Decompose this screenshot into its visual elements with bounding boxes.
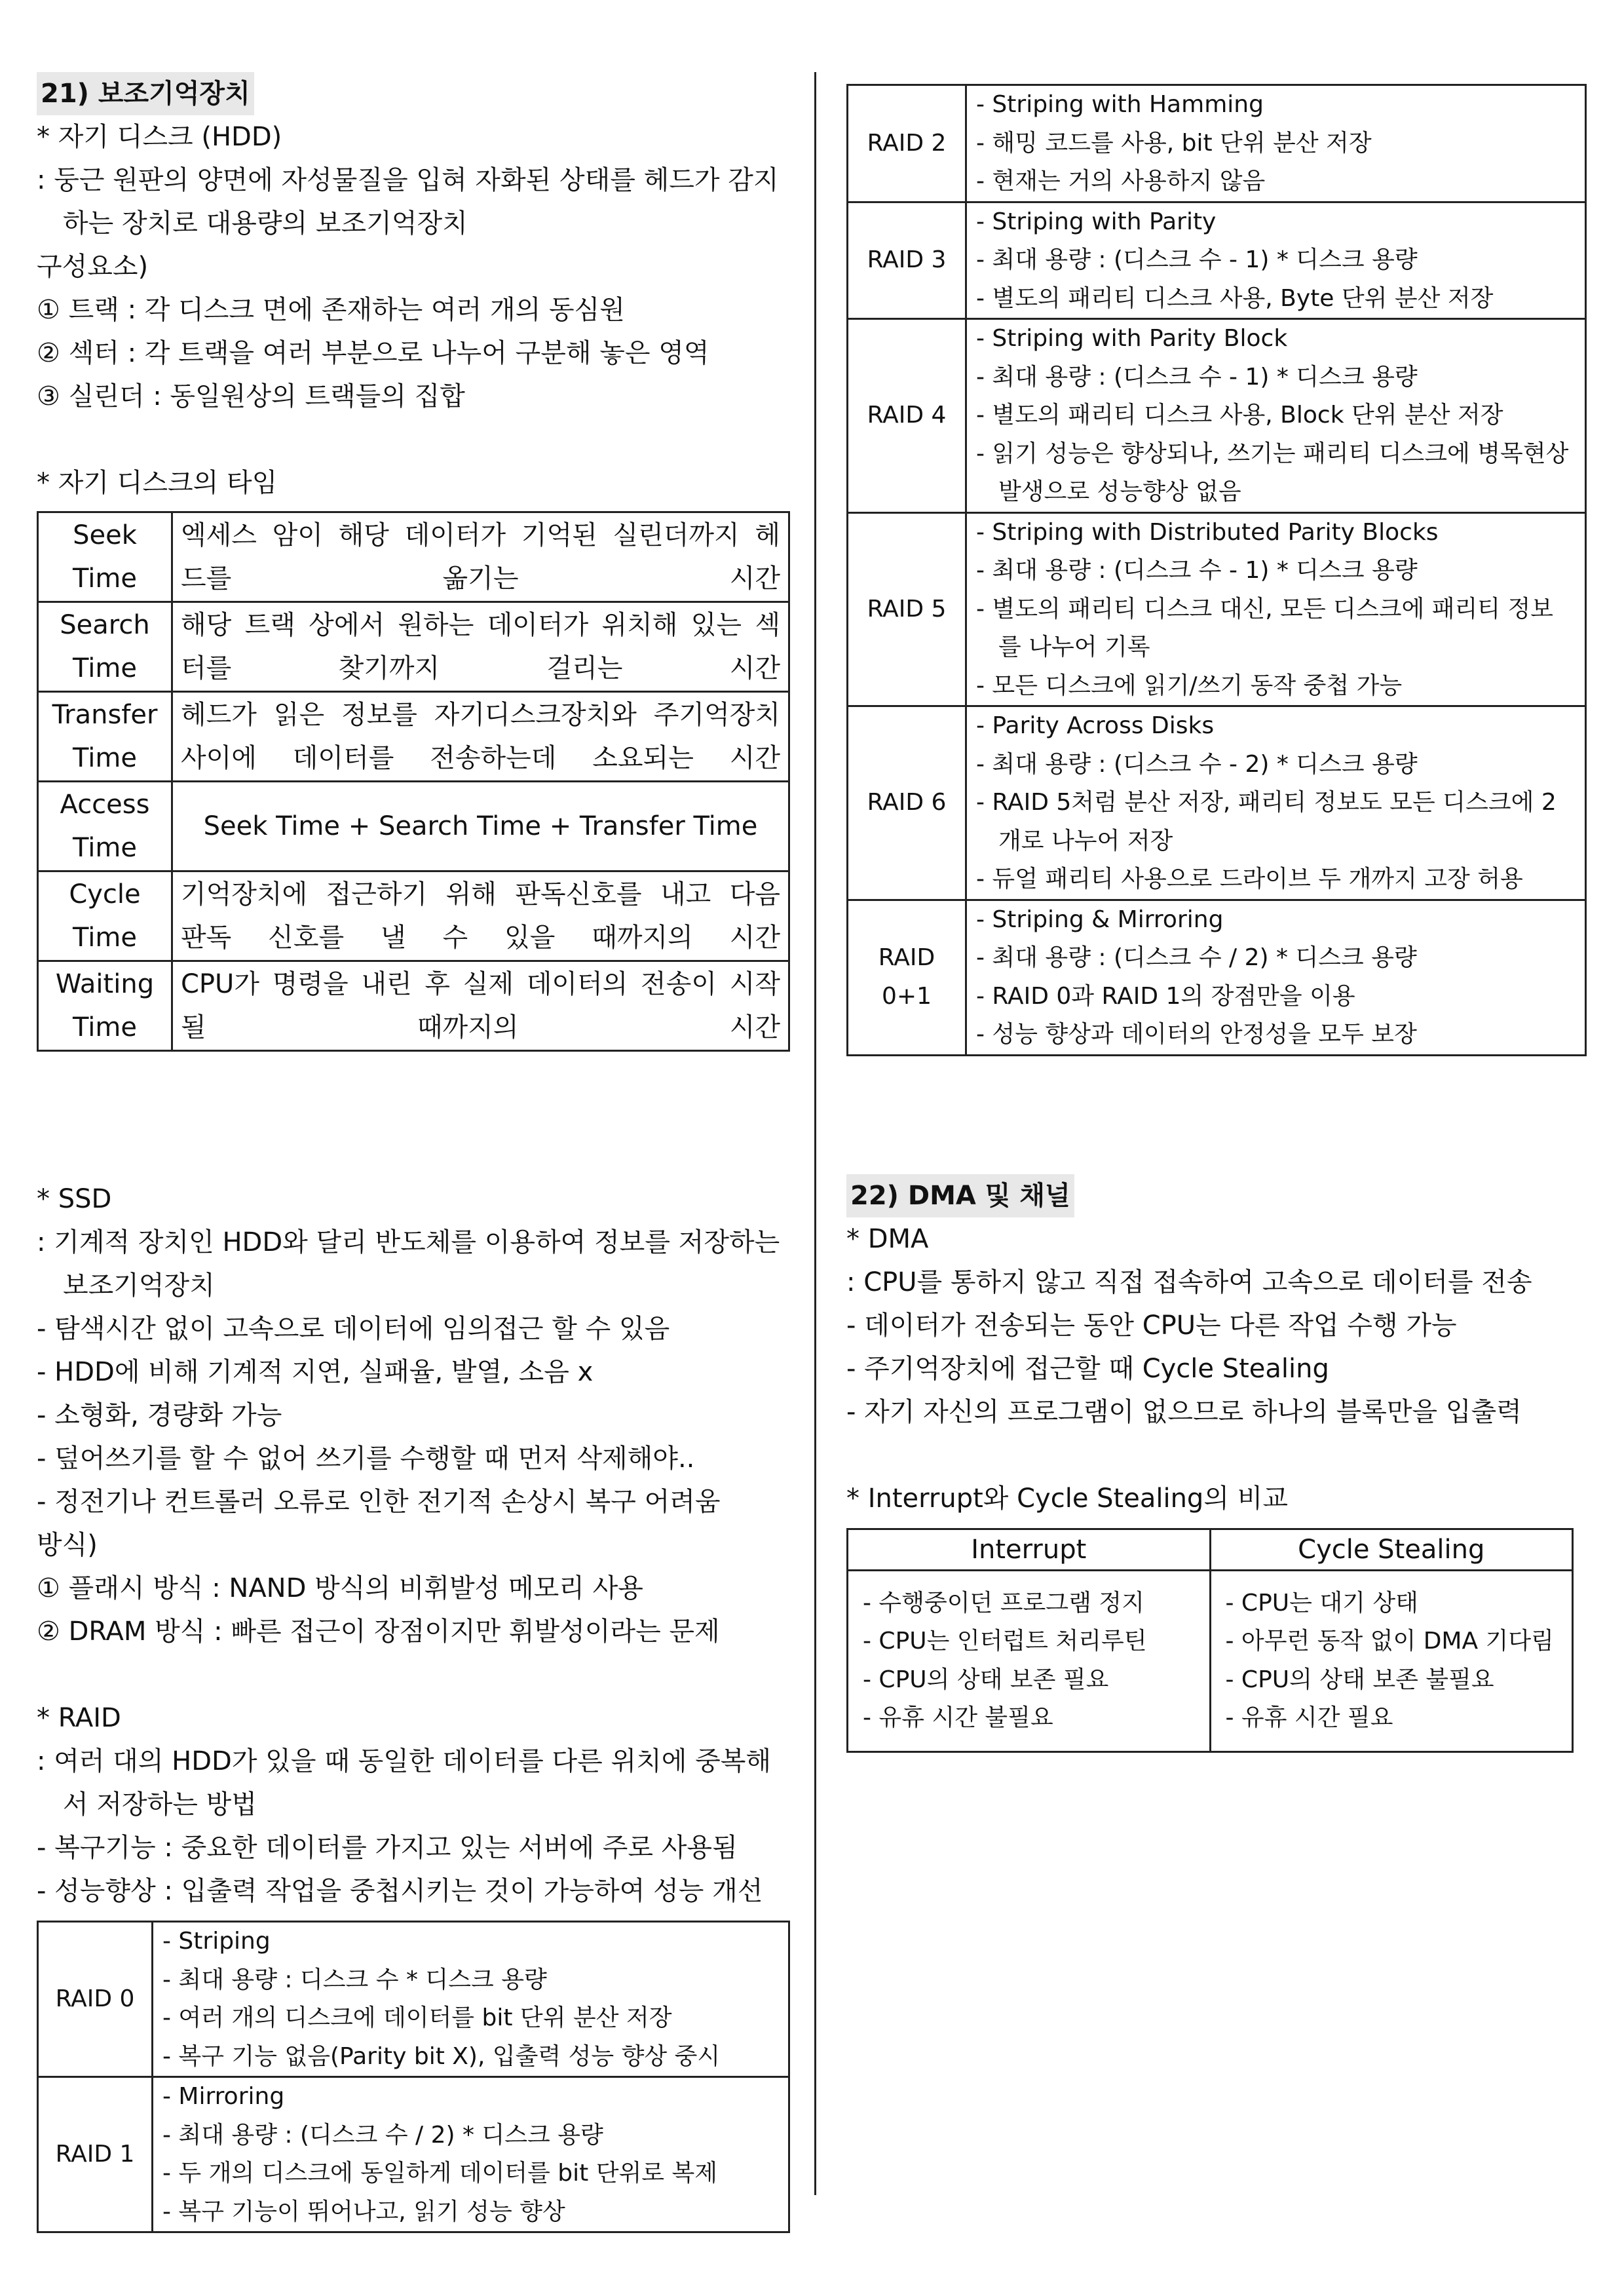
timing-term-line: Time [73, 564, 137, 594]
timing-term-line: Time [73, 923, 137, 953]
timing-term [38, 692, 172, 782]
raid-row [848, 900, 1586, 1055]
timing-definition-line: 엑세스 암이 해당 데이터가 기억된 실린더까지 헤 [181, 520, 780, 550]
raid-description-line: - Mirroring [162, 2083, 285, 2110]
timing-row [38, 692, 789, 782]
timing-definition [172, 602, 789, 692]
timing-term [38, 512, 172, 602]
raid-description-line: - RAID 5처럼 분산 저장, 패리티 정보도 모든 디스크에 2개로 나누어 저장 [976, 789, 1557, 854]
dma-heading: * DMA [846, 1223, 929, 1254]
raid-table-right [846, 84, 1587, 1056]
ssd-method-flash: ① 플래시 방식 : NAND 방식의 비휘발성 메모리 사용 [37, 1573, 643, 1603]
timing-row [38, 782, 789, 871]
raid-row [848, 512, 1586, 706]
timing-definition [172, 871, 789, 961]
raid-description [966, 85, 1586, 202]
raid-level-label: RAID 6 [867, 789, 947, 816]
compare-line: - 아무런 동작 없이 DMA 기다림 [1225, 1628, 1554, 1655]
raid-level [848, 319, 966, 513]
raid-description [966, 202, 1586, 319]
raid-description-line: - Striping with Distributed Parity Blocks [976, 518, 1439, 546]
timing-row [38, 602, 789, 692]
raid-description [966, 319, 1586, 513]
compare-cycle-stealing-cell [1210, 1570, 1573, 1751]
timing-term [38, 602, 172, 692]
raid-description-line: - 모든 디스크에 읽기/쓰기 동작 중첩 가능 [976, 672, 1403, 699]
timing-definition-line: 해당 트랙 상에서 원하는 데이터가 위치해 있는 섹 [181, 610, 780, 640]
raid-level-label: 0+1 [882, 982, 932, 1010]
timing-term-line: Time [73, 743, 137, 773]
raid-description-line: - 별도의 패리티 디스크 사용, Block 단위 분산 저장 [976, 402, 1503, 429]
right-column [846, 84, 1587, 1753]
raid-level [848, 512, 966, 706]
hdd-heading: * 자기 디스크 (HDD) [37, 122, 282, 152]
hdd-desc-1: : 둥근 원판의 양면에 자성물질을 입혀 자화된 상태를 헤드가 감지 [37, 165, 779, 195]
compare-col-cycle-stealing: Cycle Stealing [1210, 1529, 1573, 1570]
interrupt-vs-cycle-stealing-table [846, 1528, 1574, 1753]
raid-row [38, 1922, 789, 2077]
raid-description [153, 1922, 789, 2077]
raid-description-line: - 최대 용량 : (디스크 수 - 1) * 디스크 용량 [976, 363, 1418, 391]
raid-description-line: - 복구 기능 없음(Parity bit X), 입출력 성능 향상 중시 [162, 2042, 721, 2070]
timing-term-line: Seek [73, 520, 137, 550]
dma-desc: : CPU를 통하지 않고 직접 접속하여 고속으로 데이터를 전송 [846, 1267, 1532, 1297]
raid-description-line: - 복구 기능이 뛰어나고, 읽기 성능 향상 [162, 2198, 565, 2225]
raid-level-label: RAID 0 [55, 1985, 135, 2012]
raid-level [848, 706, 966, 900]
raid-desc-2: 서 저장하는 방법 [63, 1789, 257, 1820]
timing-row [38, 961, 789, 1051]
compare-line: - 수행중이던 프로그램 정지 [863, 1589, 1144, 1617]
compare-line: - CPU는 대기 상태 [1225, 1589, 1418, 1617]
raid-description-line: - 두 개의 디스크에 동일하게 데이터를 bit 단위로 복제 [162, 2160, 718, 2187]
dma-point: - 자기 자신의 프로그램이 없으므로 하나의 블록만을 입출력 [846, 1396, 1522, 1427]
compare-col-interrupt: Interrupt [848, 1529, 1211, 1570]
raid-level [848, 900, 966, 1055]
raid-description-line: - 현재는 거의 사용하지 않음 [976, 168, 1266, 195]
disk-timing-heading: * 자기 디스크의 타임 [37, 468, 278, 498]
dma-point: - 주기억장치에 접근할 때 Cycle Stealing [846, 1353, 1329, 1384]
timing-term [38, 782, 172, 871]
timing-definition-line: CPU가 명령을 내린 후 실제 데이터의 전송이 시작 [181, 969, 780, 999]
raid-level-label: RAID 1 [55, 2140, 135, 2168]
ssd-heading: * SSD [37, 1184, 112, 1214]
raid-description-line: - Striping [162, 1928, 271, 1955]
ssd-point: - 정전기나 컨트롤러 오류로 인한 전기적 손상시 복구 어려움 [37, 1487, 721, 1517]
timing-row [38, 512, 789, 602]
hdd-component-track: ① 트랙 : 각 디스크 면에 존재하는 여러 개의 동심원 [37, 295, 625, 325]
timing-term-line: Transfer [52, 700, 158, 730]
timing-definition-line: 사이에 데이터를 전송하는데 소요되는 시간 [181, 743, 780, 773]
disk-timing-table [37, 511, 790, 1052]
raid-description-line: - 최대 용량 : (디스크 수 - 2) * 디스크 용량 [976, 750, 1418, 778]
raid-description-line: - 해밍 코드를 사용, bit 단위 분산 저장 [976, 129, 1372, 157]
raid-description-line: - 별도의 패리티 디스크 대신, 모든 디스크에 패리티 정보를 나누어 기록 [976, 595, 1554, 660]
timing-term-line: Cycle [69, 879, 141, 909]
raid-description-line: - Striping & Mirroring [976, 906, 1224, 933]
raid-row [848, 202, 1586, 319]
timing-definition-line: 판독 신호를 낼 수 있을 때까지의 시간 [181, 923, 780, 953]
section-title-21: 21) 보조기억장치 [37, 72, 254, 115]
ssd-point: - 소형화, 경량화 가능 [37, 1400, 282, 1430]
raid-description-line: - RAID 0과 RAID 1의 장점만을 이용 [976, 982, 1355, 1010]
ssd-point: - HDD에 비해 기계적 지연, 실패율, 발열, 소음 x [37, 1357, 594, 1387]
raid-description [966, 706, 1586, 900]
timing-definition-line: Seek Time + Search Time + Transfer Time [203, 811, 758, 841]
raid-description-line: - 여러 개의 디스크에 데이터를 bit 단위 분산 저장 [162, 2004, 672, 2031]
raid-table-left [37, 1921, 790, 2233]
timing-definition-line: 드를 옮기는 시간 [181, 564, 780, 594]
raid-row [38, 2077, 789, 2232]
raid-description-line: - Striping with Hamming [976, 91, 1264, 118]
raid-level-label: RAID 4 [867, 402, 947, 429]
ssd-method-heading: 방식) [37, 1530, 98, 1560]
hdd-components-heading: 구성요소) [37, 252, 149, 282]
column-divider [814, 72, 816, 2195]
raid-level-label: RAID [878, 944, 935, 971]
raid-desc-1: : 여러 대의 HDD가 있을 때 동일한 데이터를 다른 위치에 중복해 [37, 1746, 772, 1776]
raid-description-line: - 읽기 성능은 향상되나, 쓰기는 패리티 디스크에 병목현상 발생으로 성능향상 없음 [976, 440, 1569, 505]
raid-description-line: - 최대 용량 : (디스크 수 / 2) * 디스크 용량 [976, 944, 1417, 971]
dma-point: - 데이터가 전송되는 동안 CPU는 다른 작업 수행 가능 [846, 1310, 1457, 1341]
hdd-desc-2: 하는 장치로 대용량의 보조기억장치 [63, 208, 468, 239]
timing-definition [172, 782, 789, 871]
timing-term-line: Waiting [55, 969, 155, 999]
compare-line: - 유휴 시간 필요 [1225, 1704, 1393, 1731]
raid-level-label: RAID 5 [867, 595, 947, 622]
timing-definition [172, 961, 789, 1051]
timing-definition [172, 512, 789, 602]
raid-level [848, 85, 966, 202]
raid-description [153, 2077, 789, 2232]
ssd-point: - 탐색시간 없이 고속으로 데이터에 임의접근 할 수 있음 [37, 1314, 670, 1344]
hdd-component-sector: ② 섹터 : 각 트랙을 여러 부분으로 나누어 구분해 놓은 영역 [37, 338, 709, 368]
raid-description-line: - 최대 용량 : (디스크 수 - 1) * 디스크 용량 [976, 246, 1418, 273]
raid-row [848, 85, 1586, 202]
timing-definition-line: 기억장치에 접근하기 위해 판독신호를 내고 다음 [181, 879, 780, 909]
timing-definition-line: 될 때까지의 시간 [181, 1012, 780, 1043]
ssd-desc-1: : 기계적 장치인 HDD와 달리 반도체를 이용하여 정보를 저장하는 [37, 1227, 780, 1257]
timing-term-line: Time [73, 833, 137, 863]
ssd-method-dram: ② DRAM 방식 : 빠른 접근이 장점이지만 휘발성이라는 문제 [37, 1617, 720, 1647]
raid-level-label: RAID 2 [867, 129, 947, 157]
raid-level [38, 1922, 153, 2077]
raid-row [848, 319, 1586, 513]
compare-line: - CPU의 상태 보존 필요 [863, 1666, 1109, 1693]
timing-term-line: Access [60, 790, 150, 820]
raid-description [966, 512, 1586, 706]
section-title-22: 22) DMA 및 채널 [846, 1174, 1074, 1217]
timing-row [38, 871, 789, 961]
raid-description-line: - 최대 용량 : (디스크 수 / 2) * 디스크 용량 [162, 2121, 603, 2149]
raid-description-line: - 듀얼 패리티 사용으로 드라이브 두 개까지 고장 허용 [976, 866, 1523, 892]
timing-term [38, 871, 172, 961]
raid-description-line: - Parity Across Disks [976, 712, 1215, 739]
raid-point-recovery: - 복구기능 : 중요한 데이터를 가지고 있는 서버에 주로 사용됨 [37, 1833, 738, 1863]
raid-description-line: - Striping with Parity Block [976, 325, 1288, 352]
timing-definition [172, 692, 789, 782]
raid-description-line: - 별도의 패리티 디스크 사용, Byte 단위 분산 저장 [976, 284, 1494, 312]
raid-level [848, 202, 966, 319]
timing-term-line: Search [60, 610, 150, 640]
compare-interrupt-cell [848, 1570, 1211, 1751]
timing-term-line: Time [73, 1012, 137, 1043]
left-column [37, 72, 790, 2233]
compare-line: - 유휴 시간 불필요 [863, 1704, 1053, 1731]
raid-level [38, 2077, 153, 2232]
raid-point-performance: - 성능향상 : 입출력 작업을 중첩시키는 것이 가능하여 성능 개선 [37, 1876, 763, 1906]
raid-level-label: RAID 3 [867, 246, 947, 273]
timing-definition-line: 헤드가 읽은 정보를 자기디스크장치와 주기억장치 [181, 700, 780, 730]
raid-description-line: - Striping with Parity [976, 208, 1217, 235]
compare-line: - CPU는 인터럽트 처리루틴 [863, 1628, 1147, 1655]
timing-term [38, 961, 172, 1051]
compare-line: - CPU의 상태 보존 불필요 [1225, 1666, 1494, 1693]
timing-term-line: Time [73, 653, 137, 683]
ssd-point: - 덮어쓰기를 할 수 없어 쓰기를 수행할 때 먼저 삭제해야.. [37, 1444, 695, 1474]
raid-description [966, 900, 1586, 1055]
ssd-desc-2: 보조기억장치 [63, 1271, 215, 1301]
raid-description-line: - 최대 용량 : (디스크 수 - 1) * 디스크 용량 [976, 557, 1418, 584]
raid-row [848, 706, 1586, 900]
raid-heading: * RAID [37, 1703, 121, 1733]
raid-description-line: - 성능 향상과 데이터의 안정성을 모두 보장 [976, 1021, 1417, 1048]
hdd-component-cylinder: ③ 실린더 : 동일원상의 트랙들의 집합 [37, 381, 465, 411]
raid-description-line: - 최대 용량 : 디스크 수 * 디스크 용량 [162, 1966, 547, 1993]
timing-definition-line: 터를 찾기까지 걸리는 시간 [181, 653, 780, 683]
compare-heading: * Interrupt와 Cycle Stealing의 비교 [846, 1483, 1288, 1514]
